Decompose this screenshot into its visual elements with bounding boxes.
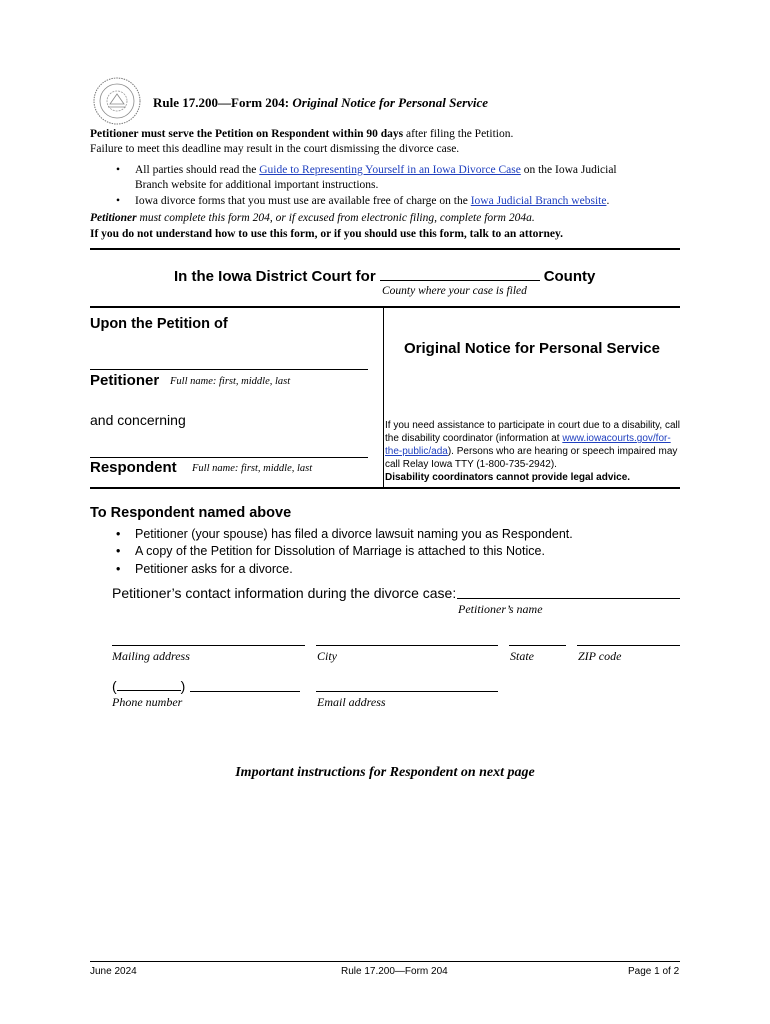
bullet-icon: • — [116, 562, 121, 576]
bullet-icon: • — [116, 164, 121, 176]
petitioner-bold: Petitioner — [90, 212, 137, 224]
city-input[interactable] — [316, 645, 498, 646]
zip-code-hint: ZIP code — [578, 649, 622, 663]
county-hint: County where your case is filed — [382, 285, 527, 297]
petitioner-instruction-rest: must complete this form 204, or if excused from electronic filing, complete form 204a. — [139, 212, 535, 224]
open-paren: ( — [112, 678, 117, 694]
divider — [90, 248, 680, 250]
petitioner-name-input[interactable] — [457, 598, 680, 599]
divider — [90, 487, 680, 489]
court-heading — [174, 266, 595, 285]
notice-title: Original Notice for Personal Service — [404, 340, 660, 357]
bullet-text: on the Iowa Judicial — [523, 164, 617, 176]
bullet-icon: • — [116, 527, 121, 541]
bullet-text: Petitioner asks for a divorce. — [135, 562, 293, 576]
judicial-branch-link[interactable]: Iowa Judicial Branch website — [470, 195, 607, 207]
mailing-address-input[interactable] — [112, 645, 305, 646]
attorney-warning: If you do not understand how to use this form, or if you should use this form, talk to an attorney. — [90, 228, 563, 240]
court-suffix: County — [543, 268, 596, 285]
ada-text: If you need assistance to participate in court due to a disability, call the disability coordinator (information at — [385, 420, 680, 444]
zip-code-input[interactable] — [577, 645, 680, 646]
form-title — [153, 95, 488, 111]
important-notice: Important instructions for Respondent on next page — [235, 765, 535, 780]
footer-form-id: Rule 17.200—Form 204 — [341, 966, 448, 977]
petitioner-label: Petitioner — [90, 372, 160, 389]
petitioner-name-hint: Petitioner’s name — [458, 602, 543, 616]
bullet-icon: • — [116, 195, 121, 207]
mailing-address-hint: Mailing address — [112, 649, 190, 663]
footer-divider — [90, 961, 680, 962]
bullet-icon: • — [116, 544, 121, 558]
ada-link[interactable]: www.iowacourts.gov/for-the-public/ada — [385, 433, 671, 457]
city-hint: City — [317, 649, 337, 663]
failure-warning: Failure to meet this deadline may result in the court dismissing the divorce case. — [90, 143, 460, 155]
list-item — [116, 562, 293, 576]
bullet-text: Iowa divorce forms that you must use are available free of charge on the — [135, 195, 468, 207]
phone-area-code — [112, 678, 185, 694]
concerning-label: and concerning — [90, 412, 186, 428]
state-input[interactable] — [509, 645, 566, 646]
footer-page-number: Page 1 of 2 — [628, 966, 680, 977]
bullet-text: All parties should read the — [135, 164, 257, 176]
respondent-name-field[interactable] — [90, 457, 368, 458]
bullet-text: . — [606, 195, 610, 207]
email-hint: Email address — [317, 695, 386, 709]
area-code-input[interactable] — [117, 678, 181, 691]
phone-number-input[interactable] — [190, 691, 300, 692]
respondent-section-heading: To Respondent named above — [90, 505, 292, 521]
close-paren: ) — [180, 678, 186, 694]
court-prefix: In the Iowa District Court for — [174, 268, 376, 285]
state-hint: State — [510, 649, 534, 663]
list-item — [116, 527, 573, 541]
phone-hint: Phone number — [112, 695, 183, 709]
guide-link[interactable]: Guide to Representing Yourself in an Iowa Divorce Case — [259, 164, 521, 176]
petitioner-hint: Full name: first, middle, last — [170, 376, 291, 387]
caption-vertical-divider — [383, 307, 384, 488]
bullet-text: A copy of the Petition for Dissolution of Marriage is attached to this Notice. — [135, 544, 545, 558]
serve-deadline-bold: Petitioner must serve the Petition on Respondent within 90 days — [90, 128, 404, 140]
serve-deadline-rest: after filing the Petition. — [406, 128, 514, 140]
email-input[interactable] — [316, 691, 498, 692]
iowa-judicial-seal-icon — [92, 76, 142, 126]
serve-deadline-text — [90, 128, 513, 140]
ada-bold-text: Disability coordinators cannot provide legal advice. — [385, 472, 631, 483]
list-item — [116, 544, 545, 558]
contact-label: Petitioner’s contact information during the divorce case: — [112, 585, 457, 601]
petitioner-name-field[interactable] — [90, 369, 368, 370]
bullet-line2: Branch website for additional important instructions. — [135, 179, 379, 191]
upon-petition-label: Upon the Petition of — [90, 316, 228, 332]
respondent-hint: Full name: first, middle, last — [192, 463, 313, 474]
ada-text: ). Persons who are hearing or speech impaired may call Relay Iowa TTY (1-800-735-2942). — [385, 446, 678, 470]
footer-date: June 2024 — [90, 966, 137, 977]
ada-notice — [385, 419, 685, 484]
respondent-label: Respondent — [90, 459, 177, 476]
form-title-text: Original Notice for Personal Service — [292, 95, 489, 110]
rule-number: Rule 17.200—Form 204: — [153, 95, 290, 110]
county-field[interactable] — [380, 266, 540, 281]
bullet-text: Petitioner (your spouse) has filed a divorce lawsuit naming you as Respondent. — [135, 527, 573, 541]
divider — [90, 306, 680, 308]
petitioner-instruction — [90, 212, 535, 224]
